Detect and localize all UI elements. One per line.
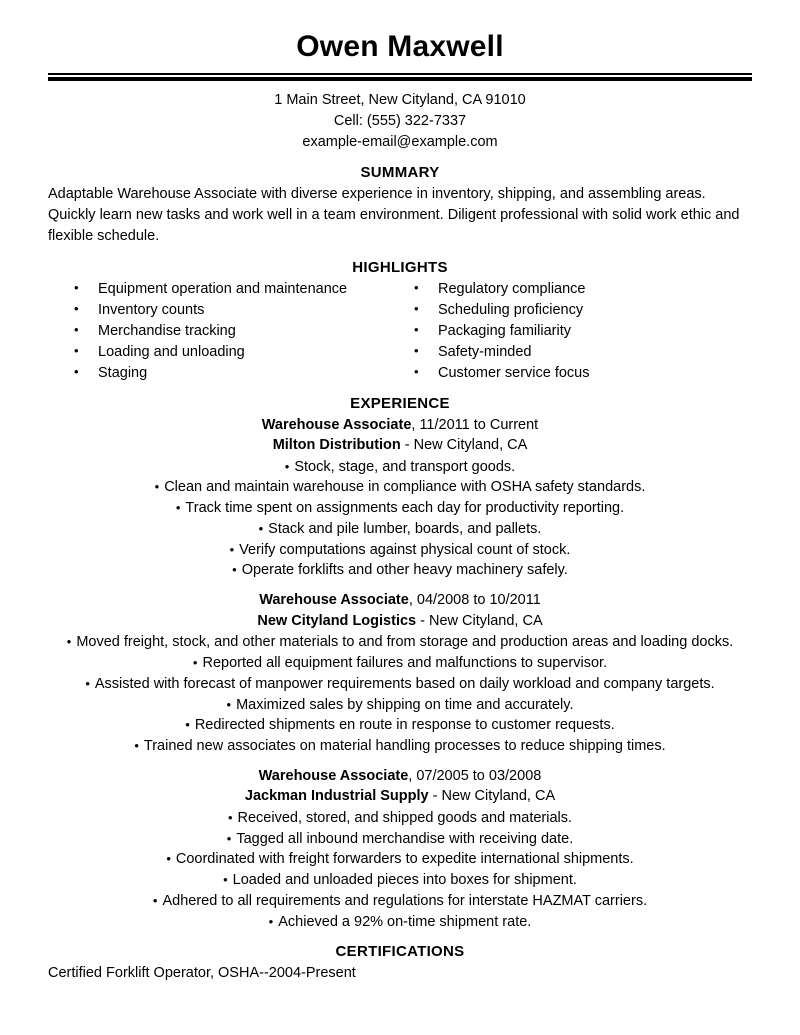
job-bullet-text: Stack and pile lumber, boards, and pallets. bbox=[268, 520, 542, 537]
job-bullet-text: Maximized sales by shipping on time and accurately. bbox=[236, 696, 574, 713]
highlight-item bbox=[70, 279, 400, 299]
job-title: Warehouse Associate bbox=[259, 592, 409, 609]
highlight-item bbox=[70, 363, 400, 383]
highlights-column-left bbox=[48, 279, 400, 384]
job-bullet bbox=[48, 715, 752, 736]
certifications-list bbox=[48, 963, 752, 984]
job-bullet-text: Coordinated with freight forwarders to expedite international shipments. bbox=[175, 851, 634, 868]
section-title-summary: SUMMARY bbox=[360, 163, 440, 181]
experience-entry bbox=[48, 766, 752, 933]
job-dates: , 07/2005 to 03/2008 bbox=[408, 767, 542, 784]
job-bullet-text: Operate forklifts and other heavy machinery safely. bbox=[241, 562, 568, 579]
job-bullet bbox=[48, 477, 752, 498]
job-bullet-list bbox=[48, 808, 752, 932]
job-bullet bbox=[48, 829, 752, 850]
job-bullet bbox=[48, 457, 752, 478]
bullet-icon: • bbox=[74, 342, 79, 358]
job-bullet-list bbox=[48, 457, 752, 581]
highlight-item bbox=[410, 363, 752, 383]
highlights-columns bbox=[48, 279, 752, 384]
bullet-icon: • bbox=[223, 872, 228, 888]
highlight-item bbox=[410, 321, 752, 341]
resume-body bbox=[48, 30, 752, 984]
experience-entry bbox=[48, 415, 752, 582]
highlight-item bbox=[410, 300, 752, 320]
contact-block bbox=[48, 90, 752, 153]
bullet-icon: • bbox=[227, 809, 233, 825]
highlights-column-right bbox=[400, 279, 752, 384]
bullet-icon: • bbox=[185, 717, 190, 733]
job-dates: , 04/2008 to 10/2011 bbox=[408, 592, 541, 609]
bullet-icon: • bbox=[74, 363, 79, 379]
bullet-icon: • bbox=[229, 541, 235, 557]
section-title-experience: EXPERIENCE bbox=[350, 394, 450, 412]
bullet-icon: • bbox=[232, 562, 237, 578]
highlight-item bbox=[70, 342, 400, 362]
job-dates: , 11/2011 to Current bbox=[411, 416, 539, 433]
highlight-label: Inventory counts bbox=[98, 301, 205, 318]
certification-item: Certified Forklift Operator, OSHA--2004-Present bbox=[48, 965, 356, 982]
job-bullet bbox=[48, 891, 752, 912]
job-bullet-text: Adhered to all requirements and regulations for interstate HAZMAT carriers. bbox=[162, 892, 648, 909]
job-title-line bbox=[48, 590, 752, 611]
section-title-highlights: HIGHLIGHTS bbox=[352, 258, 448, 276]
bullet-icon: • bbox=[192, 655, 198, 671]
experience-list bbox=[48, 415, 752, 933]
job-bullet bbox=[48, 519, 752, 540]
job-bullet-text: Tagged all inbound merchandise with receiving date. bbox=[236, 830, 574, 847]
bullet-icon: • bbox=[85, 675, 90, 691]
job-bullet bbox=[48, 653, 752, 674]
bullet-icon: • bbox=[74, 300, 79, 316]
highlight-label: Scheduling proficiency bbox=[438, 301, 584, 318]
summary-text: Adaptable Warehouse Associate with diverse experience in inventory, shipping, and assembling areas. Quickly learn new tasks and work well in a team environment. Diligent professional with solid work ethic and flexible schedule. bbox=[48, 185, 740, 245]
section-title-certifications: CERTIFICATIONS bbox=[335, 943, 465, 961]
contact-phone: Cell: (555) 322-7337 bbox=[333, 112, 467, 129]
job-bullet-text: Verify computations against physical count of stock. bbox=[239, 541, 571, 558]
bullet-icon: • bbox=[414, 300, 419, 316]
bullet-icon: • bbox=[166, 851, 171, 867]
job-bullet-text: Assisted with forecast of manpower requirements based on daily workload and company targets. bbox=[94, 675, 715, 692]
job-bullet-text: Redirected shipments en route in response to customer requests. bbox=[194, 717, 615, 734]
job-company-line bbox=[48, 611, 752, 632]
job-location: - New Cityland, CA bbox=[428, 788, 556, 805]
candidate-name: Owen Maxwell bbox=[296, 30, 504, 63]
experience-entry bbox=[48, 590, 752, 757]
highlight-label: Customer service focus bbox=[438, 364, 590, 381]
bullet-icon: • bbox=[74, 321, 79, 337]
bullet-icon: • bbox=[66, 634, 72, 650]
job-bullet-text: Moved freight, stock, and other materials to and from storage and production areas and loading docks. bbox=[76, 634, 734, 651]
job-bullet-text: Loaded and unloaded pieces into boxes for shipment. bbox=[232, 872, 577, 889]
bullet-icon: • bbox=[284, 458, 290, 474]
bullet-icon: • bbox=[134, 737, 139, 753]
bullet-icon: • bbox=[268, 913, 274, 929]
job-bullet-text: Achieved a 92% on-time shipment rate. bbox=[278, 913, 532, 930]
job-bullet bbox=[48, 912, 752, 933]
job-bullet-text: Clean and maintain warehouse in compliance with OSHA safety standards. bbox=[164, 479, 646, 496]
bullet-icon: • bbox=[226, 696, 232, 712]
contact-email: example-email@example.com bbox=[302, 133, 498, 150]
job-title-line bbox=[48, 766, 752, 787]
job-title: Warehouse Associate bbox=[261, 416, 412, 433]
job-location: - New Cityland, CA bbox=[400, 437, 528, 454]
job-bullet-text: Reported all equipment failures and malfunctions to supervisor. bbox=[202, 655, 608, 672]
highlight-label: Safety-minded bbox=[438, 343, 532, 360]
job-bullet-text: Stock, stage, and transport goods. bbox=[294, 458, 516, 475]
bullet-icon: • bbox=[414, 321, 419, 337]
bullet-icon: • bbox=[414, 363, 419, 379]
highlight-label: Staging bbox=[98, 364, 148, 381]
bullet-icon: • bbox=[74, 279, 79, 295]
job-bullet-list bbox=[48, 632, 752, 756]
bullet-icon: • bbox=[414, 279, 419, 295]
highlight-label: Equipment operation and maintenance bbox=[98, 280, 348, 297]
job-title-line bbox=[48, 415, 752, 436]
job-title: Warehouse Associate bbox=[258, 767, 409, 784]
job-bullet bbox=[48, 498, 752, 519]
highlight-label: Loading and unloading bbox=[98, 343, 245, 360]
job-bullet bbox=[48, 560, 752, 581]
bullet-icon: • bbox=[175, 500, 181, 516]
header-divider bbox=[48, 73, 752, 81]
divider-thick-line bbox=[48, 77, 752, 81]
job-bullet-text: Track time spent on assignments each day for productivity reporting. bbox=[185, 500, 625, 517]
job-bullet bbox=[48, 540, 752, 561]
contact-address: 1 Main Street, New Cityland, CA 91010 bbox=[274, 91, 526, 108]
bullet-icon: • bbox=[154, 479, 160, 495]
job-company: New Cityland Logistics bbox=[257, 612, 417, 629]
bullet-icon: • bbox=[258, 520, 264, 536]
bullet-icon: • bbox=[226, 830, 232, 846]
job-company-line bbox=[48, 786, 752, 807]
highlight-item bbox=[70, 321, 400, 341]
bullet-icon: • bbox=[152, 892, 158, 908]
job-bullet bbox=[48, 849, 752, 870]
job-bullet bbox=[48, 674, 752, 695]
highlight-item bbox=[410, 342, 752, 362]
job-bullet bbox=[48, 808, 752, 829]
bullet-icon: • bbox=[414, 342, 419, 358]
highlight-item bbox=[410, 279, 752, 299]
job-company-line bbox=[48, 435, 752, 456]
job-bullet bbox=[48, 870, 752, 891]
highlight-label: Regulatory compliance bbox=[438, 280, 586, 297]
highlight-label: Packaging familiarity bbox=[438, 322, 571, 339]
job-bullet bbox=[48, 736, 752, 757]
highlight-item bbox=[70, 300, 400, 320]
job-company: Milton Distribution bbox=[272, 437, 401, 454]
job-bullet bbox=[48, 632, 752, 653]
job-company: Jackman Industrial Supply bbox=[244, 788, 429, 805]
job-bullet-text: Trained new associates on material handling processes to reduce shipping times. bbox=[143, 737, 666, 754]
job-location: - New Cityland, CA bbox=[416, 612, 543, 629]
highlight-label: Merchandise tracking bbox=[98, 322, 236, 339]
job-bullet bbox=[48, 695, 752, 716]
job-bullet-text: Received, stored, and shipped goods and materials. bbox=[237, 809, 573, 826]
